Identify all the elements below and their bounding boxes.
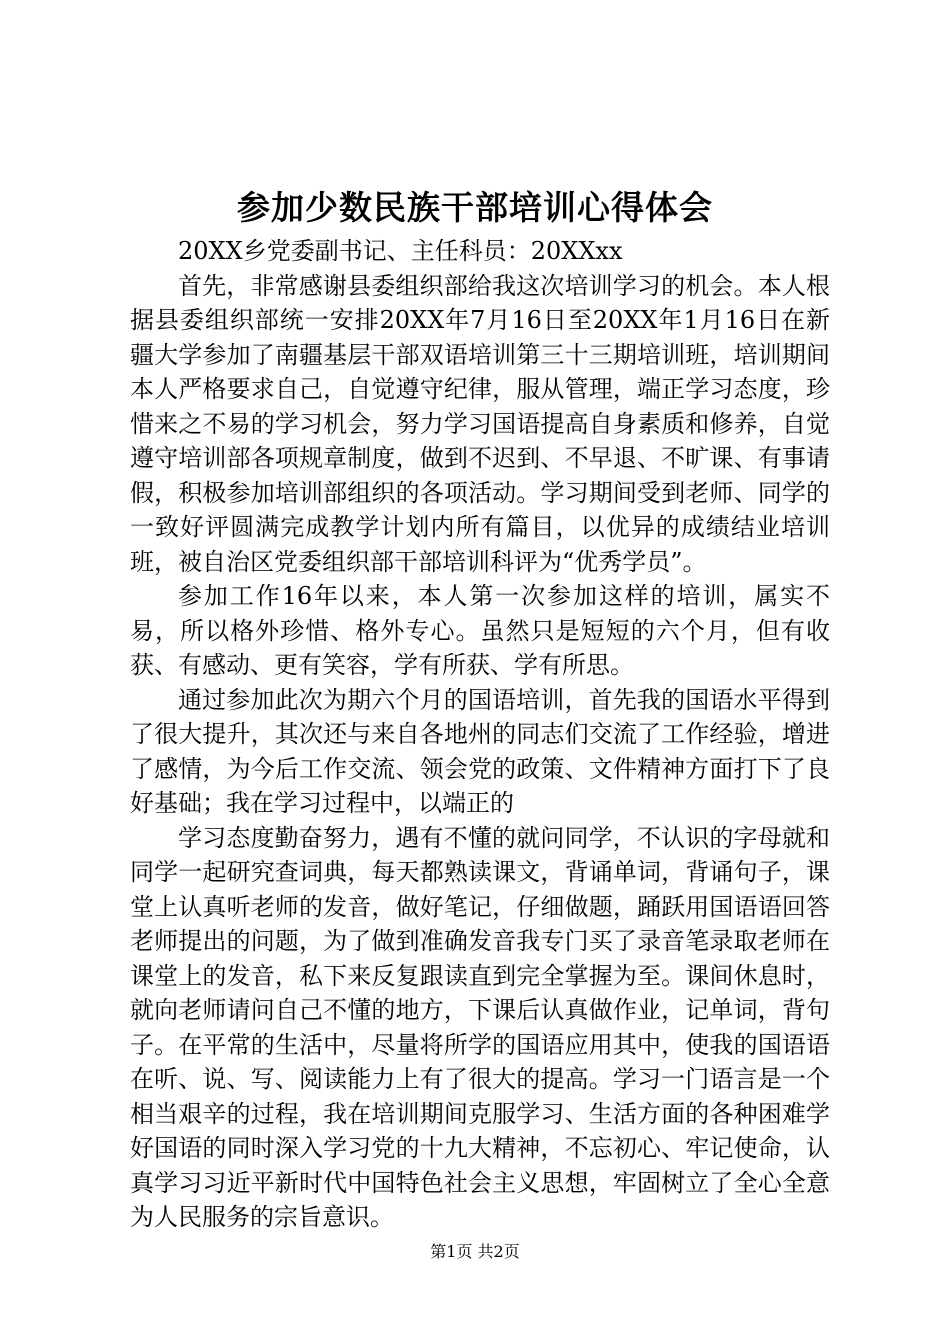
- page-footer: 第1页 共2页: [430, 1242, 520, 1261]
- document-body: [130, 234, 830, 1235]
- document-title: 参加少数民族干部培训心得体会: [237, 188, 713, 227]
- paragraph-4: 学习态度勤奋努力，遇有不懂的就问同学，不认识的字母就和同学一起研究查词典，每天都熟读课文，背诵单词，背诵句子，课堂上认真听老师的发音，做好笔记，仔细做题，踊跃用国语语回答老师提出的问题，为了做到准确发音我专门买了录音笔录取老师在课堂上的发音，私下来反复跟读直到完全掌握为至。课间休息时，就向老师请问自己不懂的地方，下课后认真做作业，记单词，背句子。在平常的生活中，尽量将所学的国语应用其中，使我的国语语在听、说、写、阅读能力上有了很大的提高。学习一门语言是一个相当艰辛的过程，我在培训期间克服学习、生活方面的各种困难学好国语的同时深入学习党的十九大精神，不忘初心、牢记使命，认真学习习近平新时代中国特色社会主义思想，牢固树立了全心全意为人民服务的宗旨意识。: [130, 823, 830, 1231]
- paragraph-3: 通过参加此次为期六个月的国语培训，首先我的国语水平得到了很大提升，其次还与来自各地州的同志们交流了工作经验，增进了感情，为今后工作交流、领会党的政策、文件精神方面打下了良好基础；我在学习过程中，以端正的: [130, 685, 830, 817]
- author-line: 20XX乡党委副书记、主任科员：20XXxx: [178, 237, 623, 265]
- paragraph-2: 参加工作16年以来，本人第一次参加这样的培训，属实不易，所以格外珍惜、格外专心。虽然只是短短的六个月，但有收获、有感动、更有笑容，学有所获、学有所思。: [130, 582, 830, 679]
- paragraph-1: 首先，非常感谢县委组织部给我这次培训学习的机会。本人根据县委组织部统一安排20XX年7月16日至20XX年1月16日在新疆大学参加了南疆基层干部双语培训第三十三期培训班，培训期间本人严格要求自己，自觉遵守纪律，服从管理，端正学习态度，珍惜来之不易的学习机会，努力学习国语提高自身素质和修养，自觉遵守培训部各项规章制度，做到不迟到、不早退、不旷课、有事请假，积极参加培训部组织的各项活动。学习期间受到老师、同学的一致好评圆满完成教学计划内所有篇目，以优异的成绩结业培训班，被自治区党委组织部干部培训科评为“优秀学员”。: [130, 271, 830, 576]
